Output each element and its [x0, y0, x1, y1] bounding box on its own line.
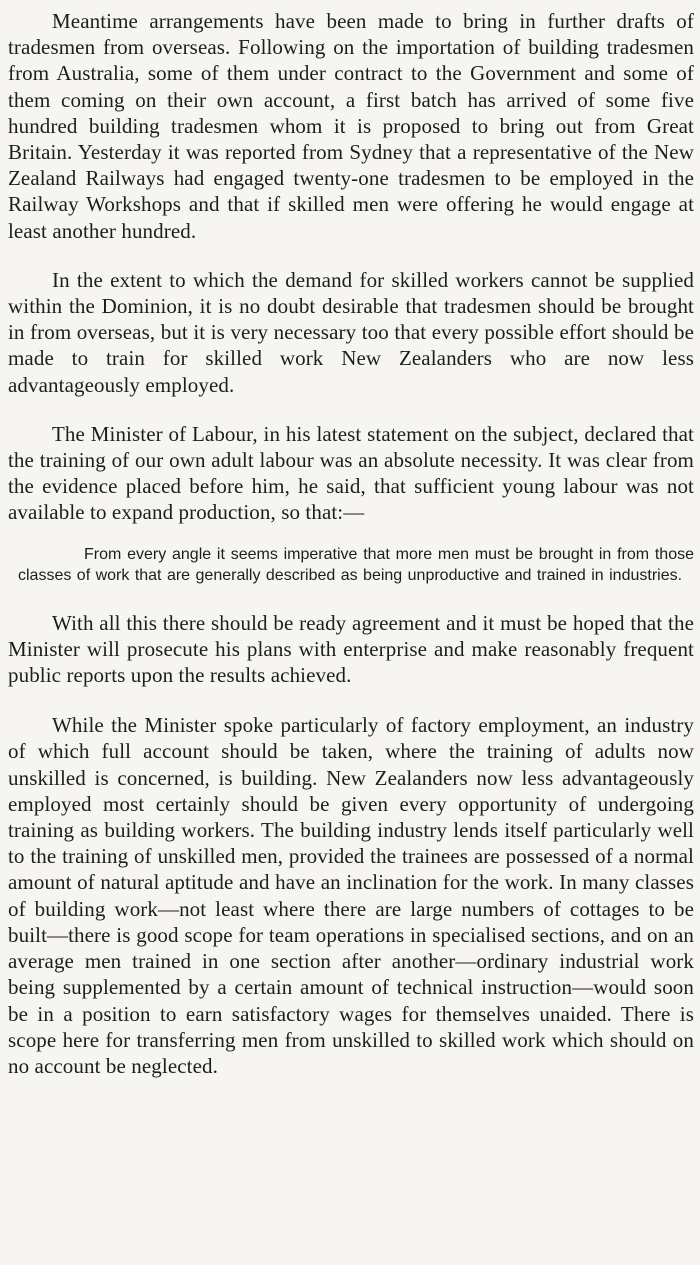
paragraph-ready-agreement: With all this there should be ready agreement and it must be hoped that the Minister will prosecute his plans with enterprise and make reasonably frequent public reports upon the results achieved. — [8, 610, 694, 688]
quoted-statement: From every angle it seems imperative that more men must be brought in from those classes of work that are generally described as being unproductive and trained in industries. — [18, 545, 694, 584]
paragraph-tradesmen-overseas: Meantime arrangements have been made to bring in further drafts of tradesmen from overseas. Following on the importation of building tradesmen from Australia, some of them under contract to the Government and some of them coming on their own account, a first batch has arrived of some five hundred building tradesmen whom it is proposed to bring out from Great Britain. Yesterday it was reported from Sydney that a representative of the New Zealand Railways had engaged twenty-one tradesmen to be employed in the Railway Workshops and that if skilled men were offering he would engage at least another hundred. — [8, 9, 694, 243]
paragraph-spacer — [8, 526, 694, 544]
paragraph-spacer — [8, 244, 694, 267]
paragraph-spacer — [8, 586, 694, 610]
paragraph-minister-of-labour: The Minister of Labour, in his latest statement on the subject, declared that the training of our own adult labour was an absolute necessity. It was clear from the evidence placed before him, he said, that sufficient young labour was not available to expand production, so that:— — [8, 421, 694, 525]
paragraph-skilled-workers-demand: In the extent to which the demand for skilled workers cannot be supplied within the Dominion, it is no doubt desirable that tradesmen should be brought in from overseas, but it is very necessary too that every possible effort should be made to train for skilled work New Zealanders who are now less advantageously employed. — [8, 267, 694, 397]
paragraph-spacer — [8, 688, 694, 712]
paragraph-building-industry: While the Minister spoke particularly of factory employment, an industry of which full account should be taken, where the training of adults now unskilled is concerned, is building. New Zealanders now less advantageously employed most certainly should be given every opportunity of undergoing training as building workers. The building industry lends itself particularly well to the training of unskilled men, provided the trainees are possessed of a normal amount of natural aptitude and have an inclination for the work. In many classes of building work—not least where there are large numbers of cottages to be built—there is good scope for team operations in specialised sections, and on an average men trained in one section after another—ordinary industrial work being supplemented by a certain amount of technical instruction—would soon be in a position to earn satisfactory wages for themselves unaided. There is scope here for transferring men from unskilled to skilled work which should on no account be neglected. — [8, 713, 694, 1078]
paragraph-spacer — [8, 398, 694, 421]
